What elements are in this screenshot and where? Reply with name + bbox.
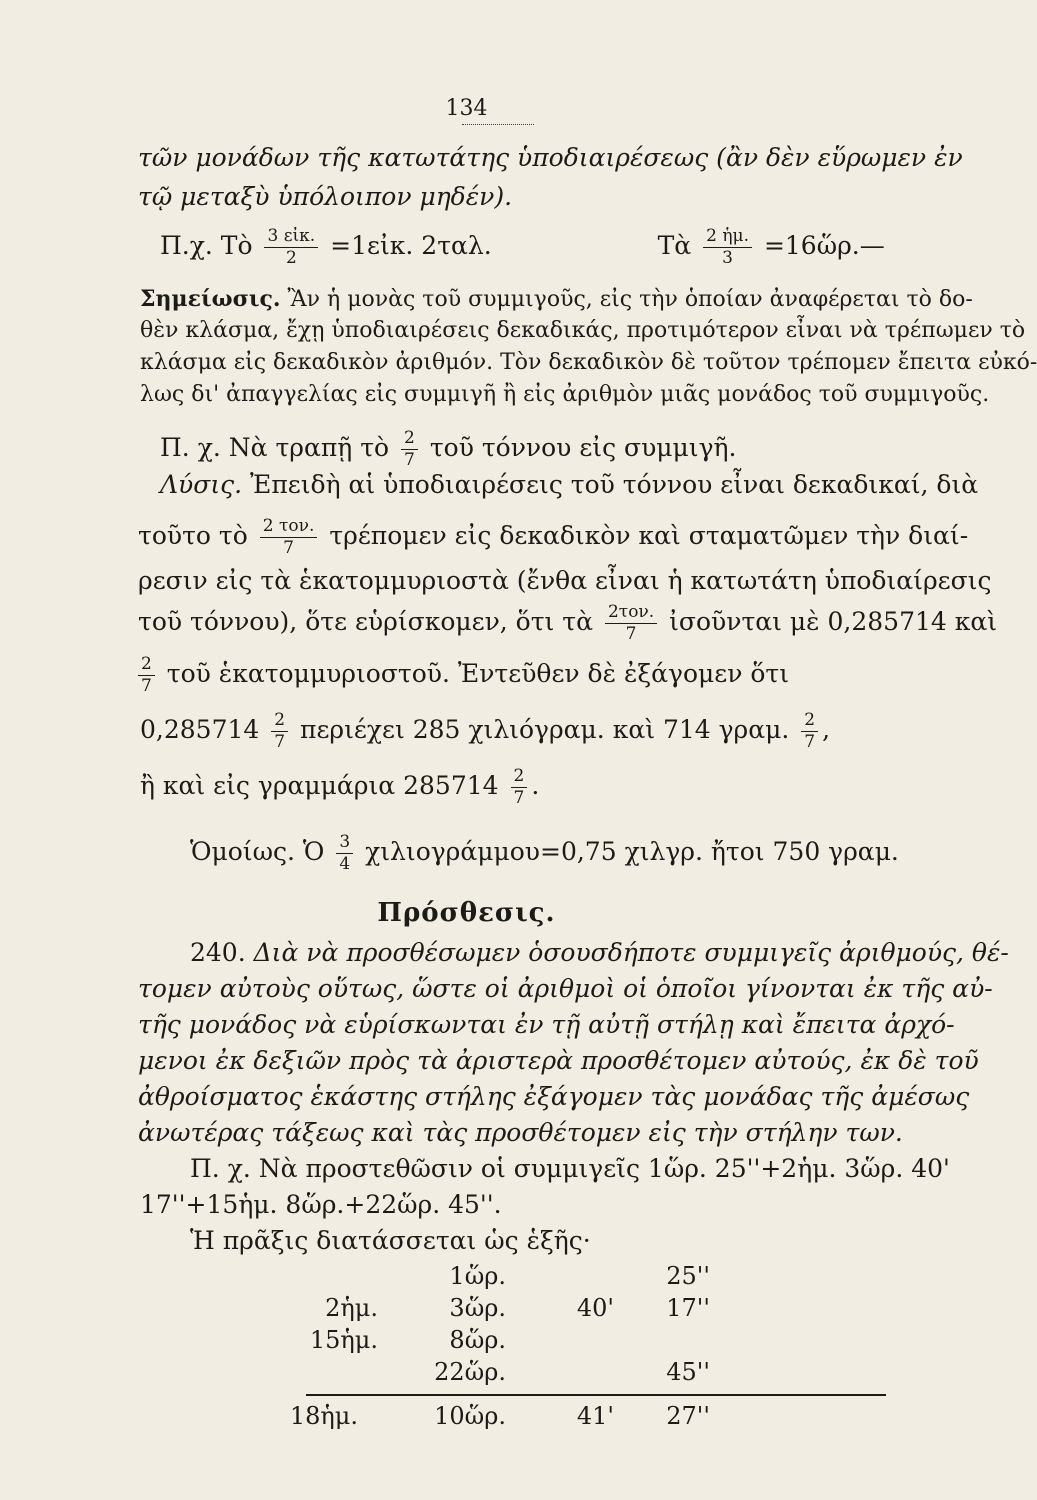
page-number: 134 — [445, 96, 488, 121]
solution-line-1 — [160, 470, 978, 500]
example-3-line-2: 17''+15ἡμ. 8ὥρ.+22ὥρ. 45''. — [140, 1190, 502, 1219]
example-1 — [160, 228, 885, 267]
addition-cell: 1ὥρ. — [449, 1262, 506, 1290]
solution-text: ἢ καὶ εἰς γραμμάρια 285714 — [140, 771, 499, 800]
example-1-mid: Τὰ — [657, 231, 692, 260]
addition-cell: 25'' — [666, 1262, 710, 1290]
solution-text: τοῦ τόννου), ὅτε εὑρίσκομεν, ὅτι τὰ — [138, 607, 594, 636]
solution-line-5 — [138, 656, 789, 695]
addition-cell: 3ὥρ. — [449, 1294, 506, 1322]
addition-cell: 45'' — [666, 1358, 710, 1386]
intro-line-2: τῷ μεταξὺ ὑπόλοιπον μηδέν). — [138, 182, 513, 211]
fraction-numerator: 2 ἡμ. — [703, 228, 752, 248]
fraction — [138, 656, 155, 695]
note-line-1 — [140, 284, 973, 315]
example-2-prefix: Π. χ. Νὰ τραπῇ τὸ — [160, 433, 390, 462]
solution-line-6 — [140, 712, 830, 751]
fraction-numerator: 2 — [138, 656, 155, 676]
example-1-result-1: =1εἰκ. 2ταλ. — [330, 231, 492, 260]
solution-line-3: ρεσιν εἰς τὰ ἑκατομμυριοστὰ (ἔνθα εἶναι ἡ κατωτάτη ὑποδιαίρεσις — [138, 566, 992, 595]
solution-line-4 — [138, 604, 997, 643]
total-cell: 18ἡμ. — [289, 1402, 358, 1430]
fraction-denominator: 7 — [274, 732, 286, 752]
example-2 — [160, 430, 736, 469]
note-line-3: κλάσμα εἰς δεκαδικὸν ἀριθμόν. Τὸν δεκαδικὸν δὲ τοῦτον τρέπομεν ἔπειτα εὐκό- — [140, 350, 1037, 375]
rule-line-4: μενοι ἐκ δεξιῶν πρὸς τὰ ἀριστερὰ προσθέτομεν αὐτούς, ἐκ δὲ τοῦ — [138, 1046, 979, 1075]
fraction-denominator: 7 — [141, 676, 152, 696]
solution-text: Ἐπειδὴ αἱ ὑποδιαιρέσεις τοῦ τόννου εἶναι δεκαδικαί, διὰ — [250, 470, 979, 499]
fraction-denominator: 7 — [404, 450, 415, 470]
addition-cell: 2ἡμ. — [325, 1294, 378, 1322]
total-cell: 41' — [576, 1402, 614, 1430]
fraction-denominator: 3 — [722, 248, 733, 268]
solution-text: τοῦτο τὸ — [138, 521, 248, 550]
fraction-numerator: 2τον. — [605, 604, 657, 624]
rule-text: Διὰ νὰ προσθέσωμεν ὁσουσδήποτε συμμιγεῖς ἀριθμούς, θέ- — [253, 938, 1009, 967]
fraction-denominator: 7 — [804, 732, 816, 752]
fraction-denominator: 7 — [625, 624, 637, 644]
example-3-line-3: Ἡ πρᾶξις διατάσσεται ὡς ἑξῆς· — [190, 1226, 591, 1255]
fraction — [271, 712, 288, 751]
fraction-numerator: 2 — [801, 712, 818, 732]
fraction-numerator: 2 τον. — [260, 518, 318, 538]
fraction-numerator: 3 εἰκ. — [264, 228, 318, 248]
solution-line-7 — [140, 768, 539, 807]
addition-cell: 8ὥρ. — [449, 1326, 506, 1354]
sum-rule — [306, 1394, 886, 1396]
solution-text: τοῦ ἑκατομμυριοστοῦ. Ἐντεῦθεν δὲ ἐξάγομεν ὅτι — [166, 659, 790, 688]
fraction — [336, 834, 353, 873]
page-number-rule — [462, 124, 534, 125]
punctuation: , — [822, 715, 831, 744]
fraction — [401, 430, 418, 469]
fraction-denominator: 7 — [283, 538, 294, 558]
paragraph-number: 240. — [190, 938, 246, 967]
fraction — [605, 604, 657, 643]
solution-line-2 — [138, 518, 968, 557]
rule-line-2: τομεν αὐτοὺς οὕτως, ὥστε οἱ ἀριθμοὶ οἱ ὁποῖοι γίνονται ἐκ τῆς αὐ- — [138, 974, 993, 1003]
fraction-numerator: 2 — [401, 430, 418, 450]
solution-text: περιέχει 285 χιλιόγραμ. καὶ 714 γραμ. — [300, 715, 790, 744]
similarly-text: χιλιογράμμου=0,75 χιλγρ. ἤτοι 750 γραμ. — [365, 837, 899, 866]
rule-line-1 — [190, 938, 1009, 968]
fraction-denominator: 2 — [285, 248, 297, 268]
example-3-line-1: Π. χ. Νὰ προστεθῶσιν οἱ συμμιγεῖς 1ὥρ. 25''+2ἡμ. 3ὥρ. 40' — [190, 1154, 950, 1183]
fraction — [703, 228, 752, 267]
fraction-denominator: 4 — [339, 854, 351, 874]
addition-cell: 22ὥρ. — [434, 1358, 506, 1386]
example-2-suffix: τοῦ τόννου εἰς συμμιγῆ. — [429, 433, 737, 462]
addition-cell: 40' — [576, 1294, 614, 1322]
addition-cell: 15ἡμ. — [309, 1326, 378, 1354]
section-heading: Πρόσθεσις. — [377, 898, 556, 928]
fraction-numerator: 2 — [511, 768, 528, 788]
intro-line-1: τῶν μονάδων τῆς κατωτάτης ὑποδιαιρέσεως (ἂν δὲν εὕρωμεν ἐν — [138, 143, 963, 172]
solution-text: 0,285714 — [140, 715, 260, 744]
addition-cell: 17'' — [666, 1294, 710, 1322]
fraction — [264, 228, 318, 267]
rule-line-6: ἀνωτέρας τάξεως καὶ τὰς προσθέτομεν εἰς τὴν στήλην των. — [138, 1118, 903, 1147]
fraction — [260, 518, 318, 557]
note-line-2: θὲν κλάσμα, ἔχῃ ὑποδιαιρέσεις δεκαδικάς, προτιμότερον εἶναι νὰ τρέπωμεν τὸ — [140, 318, 1026, 343]
fraction-denominator: 7 — [513, 788, 525, 808]
solution-label: Λύσις. — [160, 470, 243, 499]
note-label: Σημείωσις. — [140, 286, 281, 312]
fraction — [801, 712, 818, 751]
punctuation: . — [531, 771, 540, 800]
solution-text: ἰσοῦνται μὲ 0,285714 καὶ — [669, 607, 998, 636]
total-cell: 27'' — [666, 1402, 710, 1430]
fraction — [511, 768, 528, 807]
total-cell: 10ὥρ. — [434, 1402, 506, 1430]
example-1-result-2: =16ὥρ.— — [763, 231, 885, 260]
fraction-numerator: 3 — [336, 834, 353, 854]
similarly-text: Ὁμοίως. Ὁ — [190, 837, 325, 866]
example-1-prefix: Π.χ. Τὸ — [160, 231, 253, 260]
note-text: Ἂν ἡ μονὰς τοῦ συμμιγοῦς, εἰς τὴν ὁποίαν ἀναφέρεται τὸ δο- — [287, 287, 973, 312]
solution-text: τρέπομεν εἰς δεκαδικὸν καὶ σταματῶμεν τὴν διαί- — [329, 521, 969, 550]
similarly-line — [190, 834, 899, 873]
fraction-numerator: 2 — [271, 712, 288, 732]
note-line-4: λως δι' ἀπαγγελίας εἰς συμμιγῆ ἢ εἰς ἀριθμὸν μιᾶς μονάδος τοῦ συμμιγοῦς. — [140, 382, 990, 407]
rule-line-3: τῆς μονάδος νὰ εὑρίσκωνται ἐν τῇ αὐτῇ στήλῃ καὶ ἔπειτα ἀρχό- — [138, 1010, 955, 1039]
rule-line-5: ἀθροίσματος ἑκάστης στήλης ἐξάγομεν τὰς μονάδας τῆς ἀμέσως — [138, 1082, 970, 1111]
